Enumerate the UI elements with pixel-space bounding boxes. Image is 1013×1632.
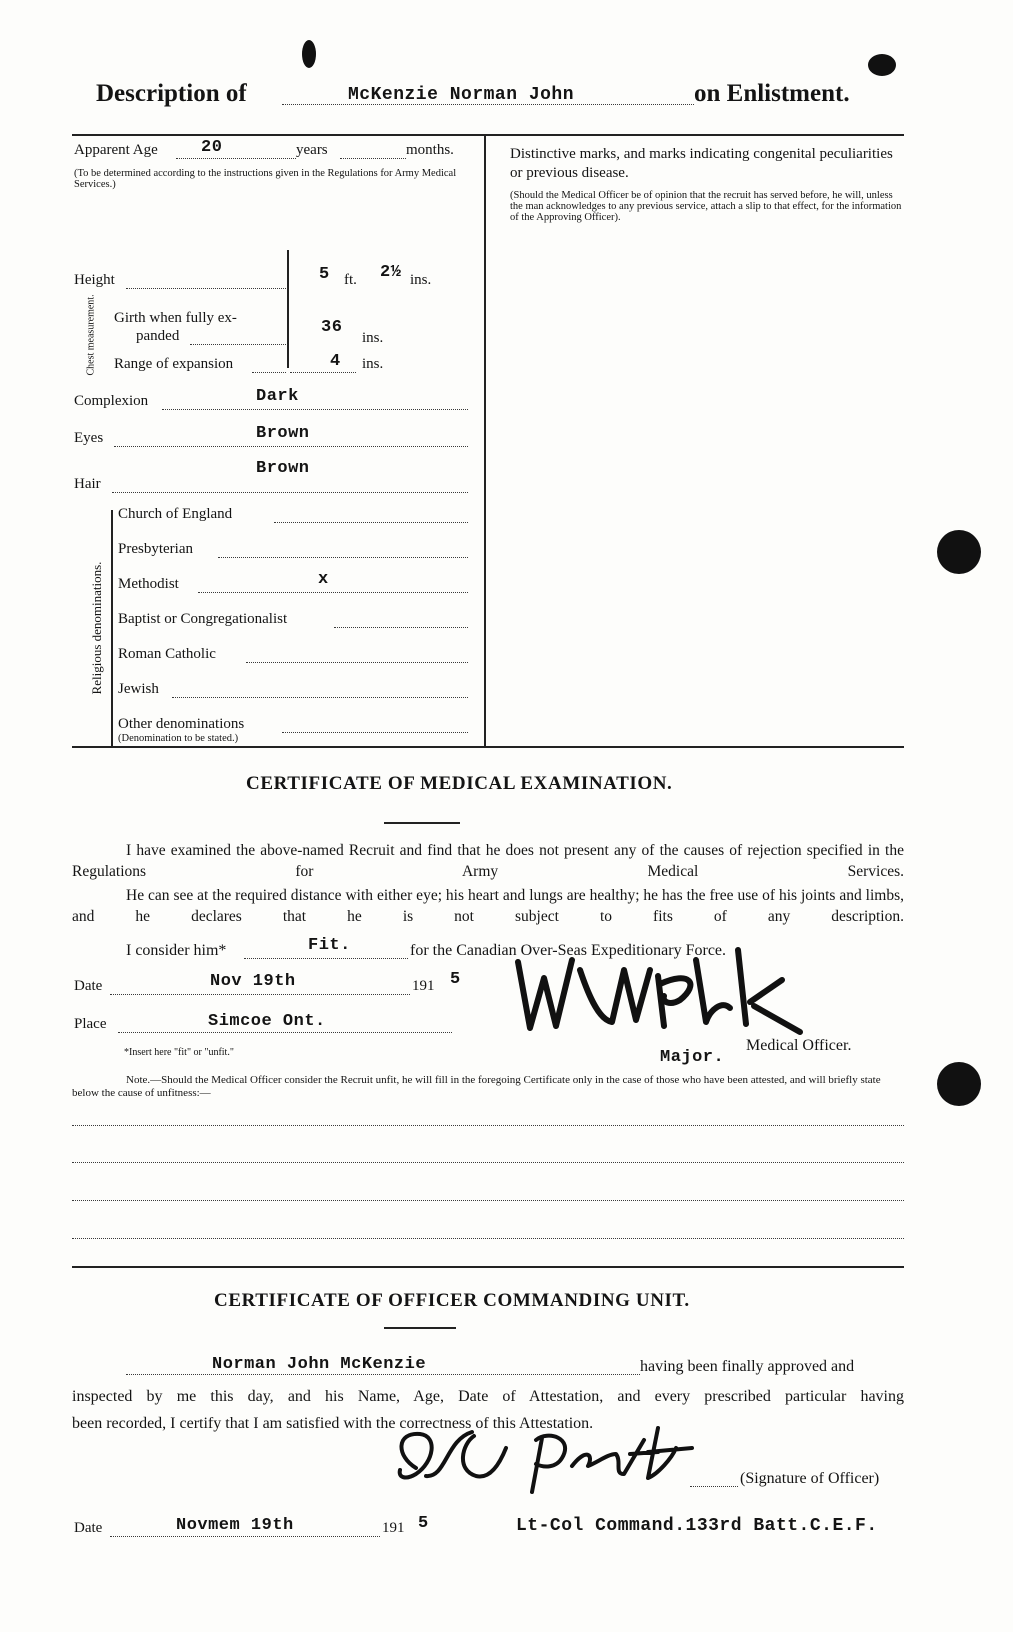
medical-title: CERTIFICATE OF MEDICAL EXAMINATION. <box>246 773 673 794</box>
girth-unit: ins. <box>362 330 384 346</box>
religion-option: Baptist or Congregationalist <box>118 611 288 627</box>
consider-suffix: for the Canadian Over-Seas Expeditionary Force. <box>410 942 727 959</box>
recruit-name: McKenzie Norman John <box>348 85 575 105</box>
place-value: Simcoe Ont. <box>208 1012 326 1031</box>
height-in-value: 2½ <box>380 263 402 282</box>
religion-option: Jewish <box>118 681 159 697</box>
commanding-year-prefix: 191 <box>382 1520 405 1536</box>
consider-value: Fit. <box>308 936 351 955</box>
religion-option: Church of England <box>118 506 233 522</box>
range-unit: ins. <box>362 356 384 372</box>
eyes-value: Brown <box>256 424 310 443</box>
punch-hole <box>937 1062 981 1106</box>
religion-group-label: Religious denominations. <box>89 561 104 695</box>
age-label: Apparent Age <box>74 142 158 158</box>
height-ft-unit: ft. <box>344 272 357 288</box>
insert-note: *Insert here "fit" or "unfit." <box>124 1047 234 1058</box>
height-ft-value: 5 <box>319 265 330 284</box>
complexion-label: Complexion <box>74 393 149 409</box>
commanding-line1-suffix: having been finally approved and <box>640 1358 855 1375</box>
marks-heading: Distinctive marks, and marks indicating congenital peculiarities or previous disease. <box>510 146 893 181</box>
medical-officer-signature <box>500 940 830 1040</box>
religion-other-note: (Denomination to be stated.) <box>118 733 239 744</box>
girth-label-2: panded <box>136 328 180 344</box>
religion-option: Roman Catholic <box>118 646 216 662</box>
commanding-date-label: Date <box>74 1520 103 1536</box>
medical-officer-label: Medical Officer. <box>746 1037 852 1054</box>
title-prefix: Description of <box>96 80 247 107</box>
girth-label-1: Girth when fully ex- <box>114 310 237 326</box>
age-value: 20 <box>201 138 223 157</box>
age-months-unit: months. <box>406 142 454 158</box>
hair-value: Brown <box>256 459 310 478</box>
range-value: 4 <box>330 352 341 371</box>
title-suffix: on Enlistment. <box>694 80 850 107</box>
column-divider <box>484 136 486 746</box>
unfit-line <box>72 1238 904 1239</box>
punch-hole <box>937 530 981 574</box>
complexion-value: Dark <box>256 387 299 406</box>
medical-date-label: Date <box>74 978 103 994</box>
section-rule <box>72 1266 904 1268</box>
age-note: (To be determined according to the instructions given in the Regulations for Army Medical Services.) <box>74 168 457 190</box>
medical-date-value: Nov 19th <box>210 972 296 991</box>
medical-year-value: 5 <box>450 970 461 989</box>
religion-option: Other denominations <box>118 716 245 732</box>
height-label: Height <box>74 272 115 288</box>
punch-hole <box>868 54 896 76</box>
unfit-line <box>72 1200 904 1201</box>
methodist-mark: x <box>318 570 329 589</box>
unfit-note: Note.—Should the Medical Officer consider the Recruit unfit, he will fill in the foregoing Certificate only in the case of those who have been attested, and will briefly state below the cause of unfitness:— <box>72 1074 881 1099</box>
marks-note: (Should the Medical Officer be of opinion that the recruit has served before, he will, unless the man acknowledges to any previous service, attach a slip to that effect, for the information of the Approving Officer). <box>510 190 902 223</box>
consider-label: I consider him* <box>126 942 227 959</box>
chest-group-label: Chest measurement. <box>85 294 97 376</box>
commanding-line2: inspected by me this day, and his Name, Age, Date of Attestation, and every prescribed particular having <box>72 1388 904 1405</box>
eyes-label: Eyes <box>74 430 104 446</box>
medical-rank: Major. <box>660 1048 725 1067</box>
height-in-unit: ins. <box>410 272 432 288</box>
medical-para-1: I have examined the above-named Recruit and find that he does not present any of the causes of rejection specified in the Regulations for Army Medical Services. <box>72 842 904 880</box>
hair-label: Hair <box>74 476 101 492</box>
commanding-date-value: Novmem 19th <box>176 1516 294 1535</box>
girth-value: 36 <box>321 318 343 337</box>
unfit-line <box>72 1125 904 1126</box>
religion-option: Methodist <box>118 576 179 592</box>
signature-label: (Signature of Officer) <box>740 1470 880 1487</box>
age-years-unit: years <box>296 142 328 158</box>
medical-para-2: He can see at the required distance with either eye; his heart and lungs are healthy; he has the free use of his joints and limbs, and he declares that he is not subject to fits of any description. <box>72 887 904 925</box>
commanding-rank-value: Lt-Col Command.133rd Batt.C.E.F. <box>516 1516 878 1536</box>
punch-hole <box>302 40 316 68</box>
commanding-year-value: 5 <box>418 1514 429 1533</box>
medical-year-prefix: 191 <box>412 978 435 994</box>
religion-bracket <box>111 510 113 746</box>
commanding-name-value: Norman John McKenzie <box>212 1355 427 1374</box>
unfit-line <box>72 1162 904 1163</box>
religion-option: Presbyterian <box>118 541 193 557</box>
range-label: Range of expansion <box>114 356 234 372</box>
section-rule <box>72 746 904 748</box>
commanding-title: CERTIFICATE OF OFFICER COMMANDING UNIT. <box>214 1290 690 1311</box>
commanding-officer-signature <box>376 1418 736 1498</box>
place-label: Place <box>74 1016 107 1032</box>
header-rule <box>72 134 904 136</box>
commanding-line3: been recorded, I certify that I am satisfied with the correctness of this Attestation. <box>72 1415 594 1432</box>
